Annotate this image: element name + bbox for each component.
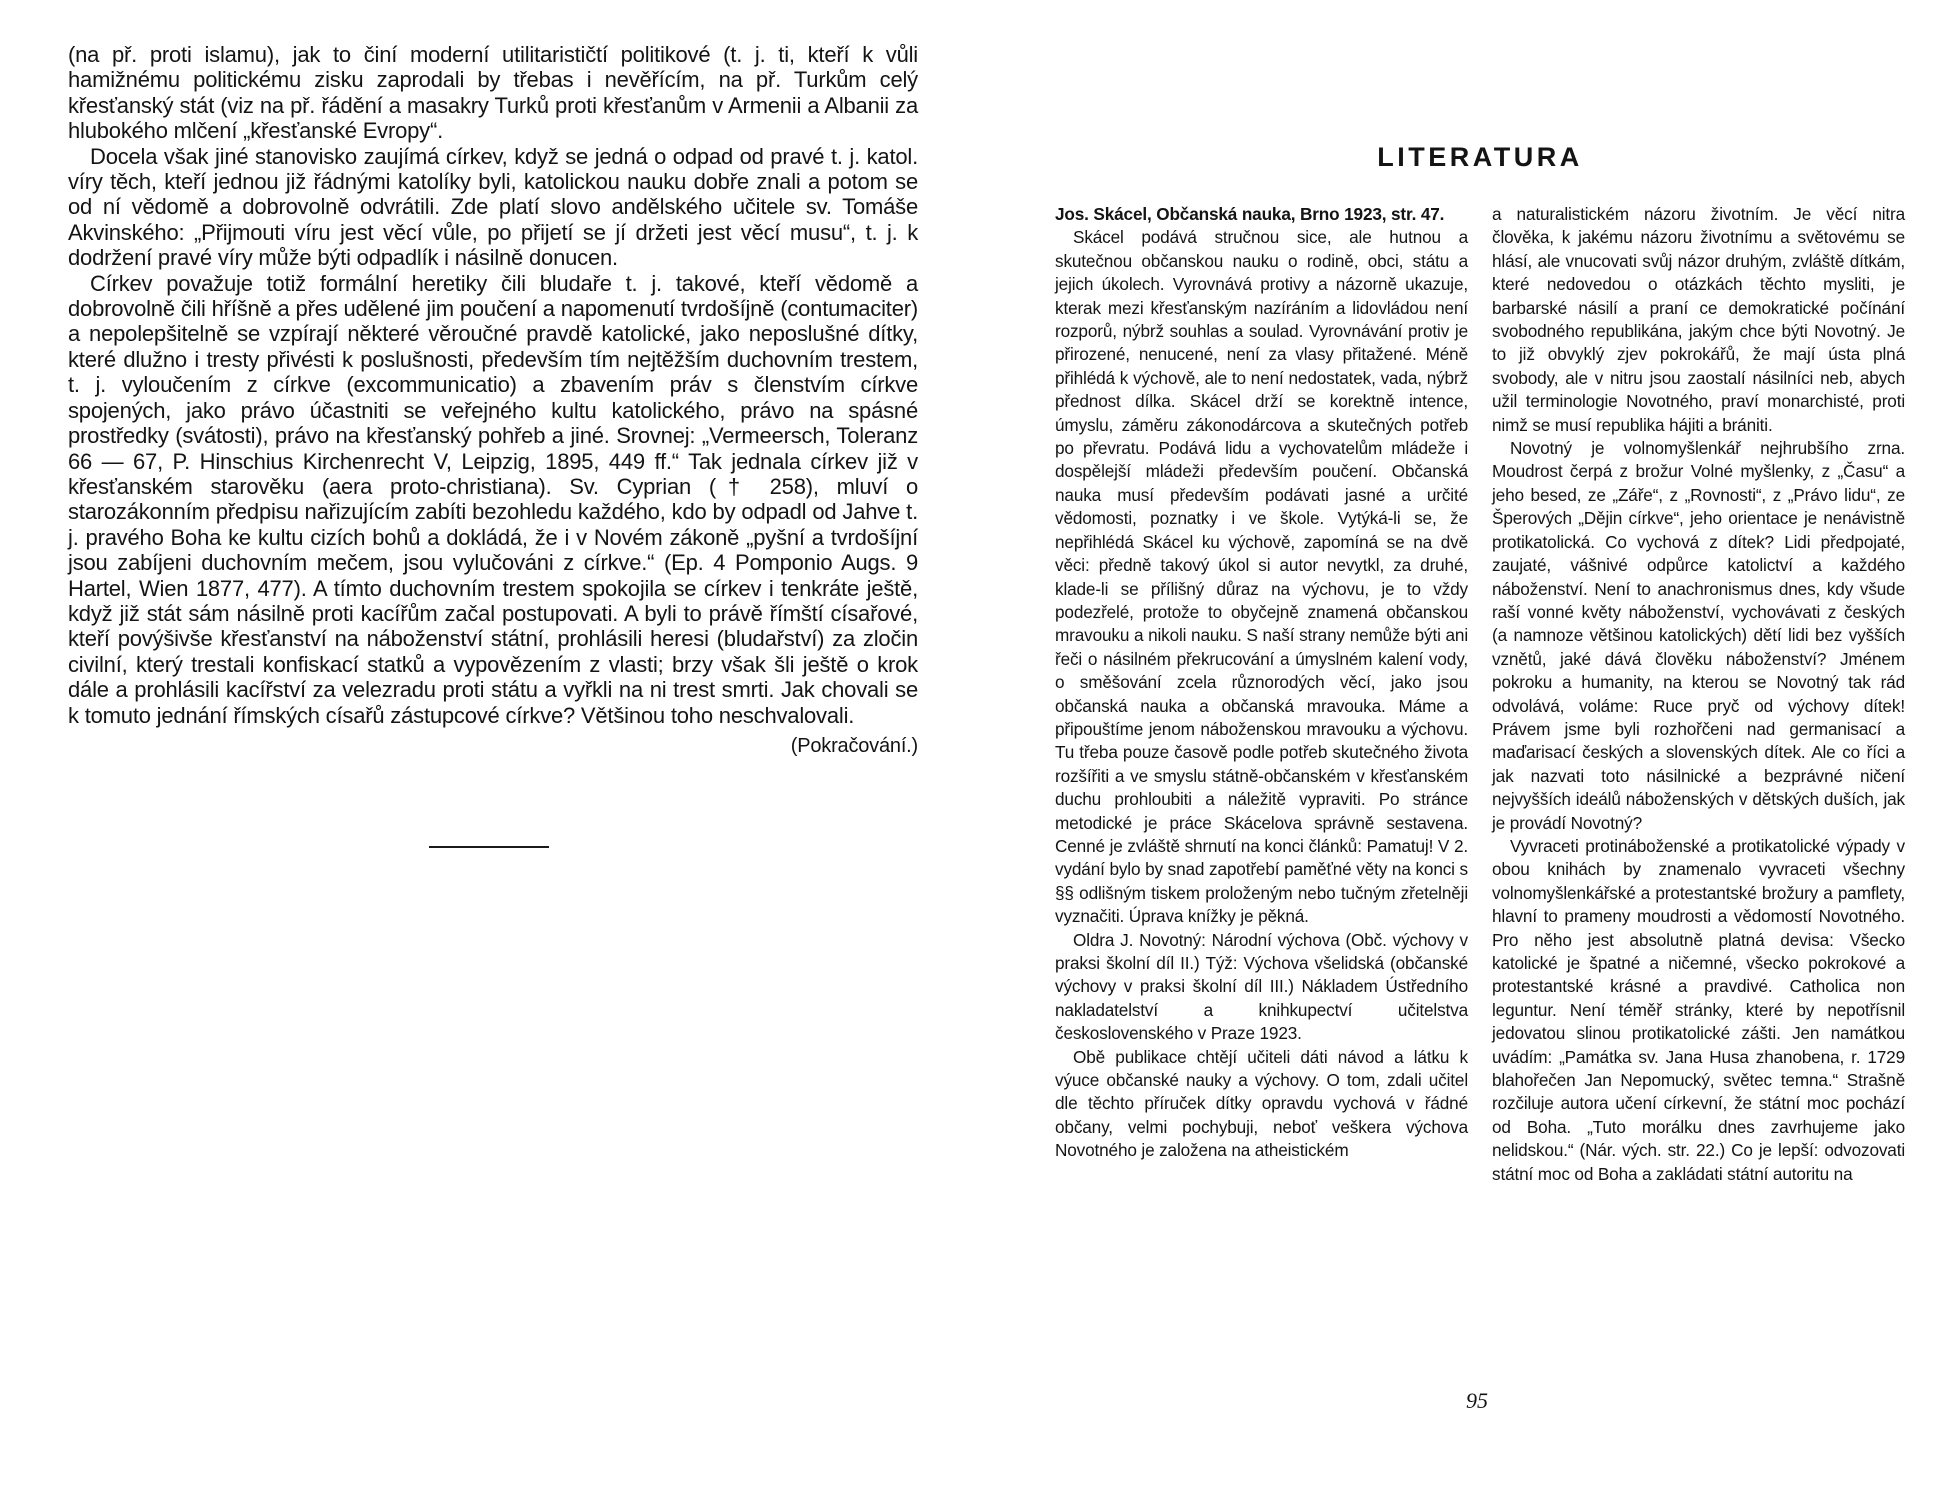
- column-left: [1055, 203, 1468, 1186]
- section-divider: [429, 846, 549, 848]
- section-title: LITERATURA: [1377, 142, 1583, 172]
- review-paragraph: Obě publikace chtějí učiteli dáti návod a látku k výuce občanské nauky a výchovy. O tom, zdali učitel dle těchto příruček dítky opravdu vychová v řádné občany, velmi pochybuji, neboť veškera výchova Novotného je založena na atheistickém: [1055, 1046, 1468, 1161]
- review-paragraph: a naturalistickém názoru životním. Je věcí nitra člověka, k jakému názoru životnímu a světovému se hlásí, ale vnucovati svůj názor druhým, zvláště dítkám, které nedovedou o otázkách těchto mysliti, je barbarské násilí a praní ce demokratické počínání svobodného republikána, jakým chce býti Novotný. Je to již obvyklý zjev pokrokářů, že mají ústa plná svobody, ale v nitru jsou zaostalí násilníci neb, abych užil terminologie Novotného, praví monarchisté, proti nimž se musí republika hájiti a brániti.: [1492, 204, 1905, 435]
- column-right: [1492, 203, 1905, 1186]
- review-heading-1: Jos. Skácel, Občanská nauka, Brno 1923, str. 47.: [1055, 204, 1445, 224]
- right-page-text: [1055, 142, 1905, 1186]
- review-paragraph: Vyvraceti protináboženské a protikatolické výpady v obou knihách by znamenalo vyvraceti všechny volnomyšlenkářské a protestantské brožury a pamflety, hlavní to prameny moudrosti a vědomostí Novotného. Pro něho jest absolutně platná devisa: Všecko katolické je špatné a ničemné, všecko pokrokové a protestantské krásné a pravdivé. Catholica non leguntur. Není téměř stránky, které by nepotřísnil jedovatou slinou protikatolické zášti. Jen namátkou uvádím: „Památka sv. Jana Husa zhanobena, r. 1729 blahořečen Jan Nepomucký, světec temna.“ Strašně rozčiluje autora učení církevní, že státní moc pochází od Boha. „Tuto morálku dnes zavrhujeme jako nelidskou.“ (Nár. vých. str. 22.) Co je lepší: odvozovati státní moc od Boha a zakládati státní autoritu na: [1492, 835, 1905, 1184]
- review-columns: [1055, 203, 1905, 1186]
- review-paragraph: Novotný je volnomyšlenkář nejhrubšího zrna. Moudrost čerpá z brožur Volné myšlenky, z „Času“ a jeho besed, ze „Záře“, z „Rovnosti“, z „Právo lidu“, ze Šperových „Dějin církve“, jeho orientace je nenávistně protikatolická. Co vychová z dítek? Lidi předpojaté, zaujaté, vášnivé odpůrce katolictví a každého náboženství. Není to anachronismus dnes, kdy všude raší vonné květy náboženství, vychovávati z českých (a namnoze většinou katolických) dětí lidi bez vyšších vznětů, jaké dává člověku náboženství? Jménem pokroku a humanity, na kterou se Novotný tak rád odvolává, voláme: Ruce pryč od výchovy dítek! Právem jsme byli rozhořčeni nad germanisací a maďarisací českých a slovenských dítek. Ale co říci a jak nazvati toto násilnické a bezprávné ničení nejvyšších ideálů náboženských v dětských duších, jak je provádí Novotný?: [1492, 438, 1905, 833]
- continuation-note: (Pokračování.): [790, 734, 918, 757]
- left-page-text: [68, 42, 918, 759]
- review-paragraph: Skácel podává stručnou sice, ale hutnou a skutečnou občanskou nauku o rodině, obci, státu a jejich úkolech. Vyrovnává protivy a názorně ukazuje, kterak mezi křesťanským nazíráním a lidovládou není rozporů, nýbrž souhlas a soulad. Vyrovnávání protiv je přirozené, nenucené, není za vlasy přitažené. Méně přihlédá k výchově, ale to není nedostatek, vada, nýbrž přednost dílka. Skácel drží se korektně intence, úmyslu, záměru zákonodárcova a skutečných potřeb po převratu. Podává lidu a vychovatelům mládeže i dospělejší mládeži především poučení. Občanská nauka musí především podávati jasné a určité vědomosti, poznatky i ve škole. Vytýká-li se, že nepřihlédá Skácel ku výchově, zapomíná se na dvě věci: předně takový úkol si autor nevytkl, za druhé, klade-li se přílišný důraz na výchovu, je to vždy podezřelé, protože to obyčejně znamená občanskou mravouku a nikoli nauku. S naší strany nemůže býti ani řeči o násilném překrucování a úmyslném kalení vody, o směšování zcela různorodých věcí, jako jsou občanská nauka a občanská mravouka. Máme a připouštíme jenom náboženskou mravouku a výchovu. Tu třeba pouze časově podle potřeb skutečného života rozšířiti a ve smyslu státně-občanském v křesťanském duchu prohloubiti a náležitě vypraviti. Po stránce metodické je práce Skácelova správně sestavena. Cenné je zvláště shrnutí na konci článků: Pamatuj! V 2. vydání bylo by snad zapotřebí paměťné věty na konci s §§ odlišným tiskem proloženým nebo tučným zřetelněji vyznačiti. Úprava knížky je pěkná.: [1055, 227, 1468, 927]
- review-heading-2: Oldra J. Novotný: Národní výchova (Obč. výchovy v praksi školní díl II.) Týž: Výchova všelidská (občanské výchovy v praksi školní díl III.) Nákladem Ústředního nakladatelství a knihkupectví učitelstva československého v Praze 1923.: [1055, 929, 1468, 1044]
- page-number: 95: [1466, 1388, 1488, 1413]
- left-paragraph-1: (na př. proti islamu), jak to činí moderní utilitarističtí politikové (t. j. ti, kteří k vůli hamižnému politickému zisku zaprodali by třebas i nevěřícím, na př. Turkům celý křesťanský stát (viz na př. řádění a masakry Turků proti křesťanům v Armenii a Albanii za hlubokého mlčení „křesťanské Evropy“.: [68, 42, 918, 144]
- left-paragraph-2: Docela však jiné stanovisko zaujímá církev, když se jedná o odpad od pravé t. j. katol. víry těch, kteří jednou již řádnými katolíky byli, katolickou nauku dobře znali a potom se od ní vědomě a dobrovolně odvrátili. Zde platí slovo andělského učitele sv. Tomáše Akvinského: „Přijmouti víru jest věcí vůle, po přijetí se jí držeti jest věcí musu“, t. j. k dodržení pravé víry může býti odpadlík i násilně donucen.: [68, 143, 918, 271]
- left-paragraph-3: Církev považuje totiž formální heretiky čili bludaře t. j. takové, kteří vědomě a dobrovolně čili hříšně a přes udělené jim poučení a napomenutí tvrdošíjně (contumaciter) a nepolepšitelně se vzpírají některé věroučné pravdě katolické, jako neposlušné dítky, které dlužno i tresty přivésti k poslušnosti, především tím nejtěžším duchovním trestem, t. j. vyloučením z církve (excommunicatio) a zbavením práv s členstvím církve spojených, jako právo účastniti se veřejného kultu katolického, právo na spásné prostředky (svátosti), právo na křesťanský pohřeb a jiné. Srovnej: „Vermeersch, Toleranz 66 — 67, P. Hinschius Kirchenrecht V, Leipzig, 1895, 449 ff.“ Tak jednala církev již v křesťanském starověku (aera proto-christiana). Sv. Cyprian († 258), mluví o starozákonním předpisu nařizujícím zabíti bezohledu každého, kdo by odpadl od Jahve t. j. pravého Boha ke kultu cizích bohů a dokládá, že i v Novém zákoně „pyšní a tvrdošíjní jsou zabíjeni duchovním mečem, jsou vylučováni z církve.“ (Ep. 4 Pomponio Augs. 9 Hartel, Wien 1877, 477). A tímto duchovním trestem spokojila se církev i tenkráte ještě, když již stát sám násilně proti kacířům začal postupovati. A byli to právě římští císařové, kteří povýšivše křesťanství na náboženství státní, prohlásili heresi (bludařství) za zločin civilní, který trestali konfiskací statků a vypovězením z vlasti; brzy však šli ještě o krok dále a prohlásili kacířství za velezradu proti státu a vyřkli na ni trest smrti. Jak chovali se k tomuto jednání římských císařů zástupcové církve? Většinou toho neschvalovali.: [68, 270, 918, 728]
